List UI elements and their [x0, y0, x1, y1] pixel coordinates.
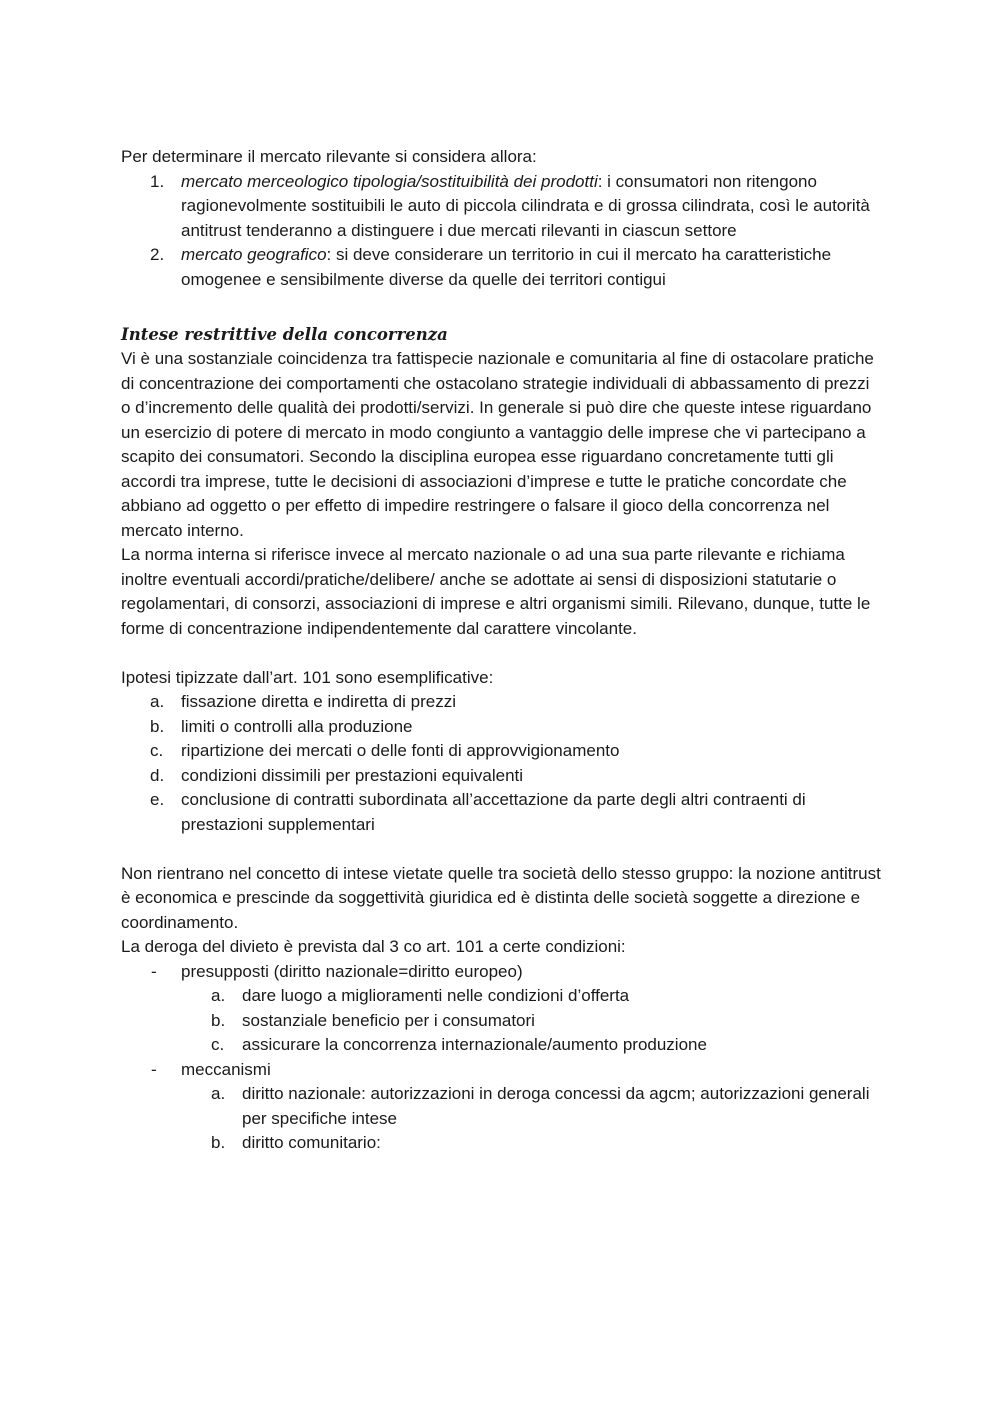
paragraph: Non rientrano nel concetto di intese vietate quelle tra società dello stesso gruppo: la nozione antitrust è economica e prescinde da soggettività giuridica ed è distinta delle società soggette a direzione e coordinamento. — [121, 863, 881, 932]
list-text: limiti o controlli alla produzione — [181, 716, 413, 736]
deroga-intro: La deroga del divieto è prevista dal 3 co art. 101 a certe condizioni: — [121, 937, 626, 956]
list-text: fissazione diretta e indiretta di prezzi — [181, 692, 456, 711]
list-text: assicurare la concorrenza internazionale/aumento produzione — [242, 1035, 707, 1054]
dash-marker: - — [151, 1059, 157, 1079]
list-text: condizioni dissimili per prestazioni equivalenti — [181, 765, 524, 785]
list-marker: c. — [150, 741, 164, 760]
spacer — [121, 641, 881, 666]
list-text: conclusione di contratti subordinata all’accettazione da parte degli altri contraenti di prestazioni supplementari — [181, 790, 806, 834]
list-marker: a. — [211, 986, 226, 1005]
list-item — [121, 715, 881, 740]
list-marker: b. — [150, 716, 165, 736]
list-marker: c. — [211, 1035, 225, 1054]
list-marker: b. — [211, 1133, 226, 1152]
paragraph: La norma interna si riferisce invece al mercato nazionale o ad una sua parte rilevante e richiama inoltre eventuali accordi/pratiche/delibere/ anche se adottate ai sensi di disposizioni statutarie o regolamentari, di consorzi, associazioni di imprese e altri organismi simili. Rilevano, dunque, tutte le forme di concentrazione indipendentemente dal carattere vincolante. — [121, 545, 871, 638]
list-text: sostanziale beneficio per i consumatori — [242, 1010, 535, 1030]
list-text: dare luogo a miglioramenti nelle condizioni d’offerta — [242, 986, 630, 1005]
list-marker: d. — [150, 765, 165, 785]
list-marker: 1. — [150, 171, 165, 191]
list-item — [121, 170, 881, 244]
list-item — [121, 960, 881, 985]
list-marker: b. — [211, 1010, 226, 1030]
document-page — [121, 145, 881, 1156]
list-term: mercato merceologico tipologia/sostituibilità dei prodotti — [181, 171, 598, 191]
list-item — [121, 690, 881, 715]
section-heading: Intese restrittive della concorrenza — [121, 324, 448, 344]
list-item — [121, 1058, 881, 1083]
sub-list-item — [121, 1131, 881, 1156]
spacer — [121, 837, 881, 862]
list-item — [121, 243, 881, 292]
list-text: presupposti (diritto nazionale=diritto europeo) — [181, 961, 523, 981]
list-text: ripartizione dei mercati o delle fonti di approvvigionamento — [181, 741, 620, 760]
sub-list-item — [121, 1009, 881, 1034]
intro-text: Per determinare il mercato rilevante si considera allora: — [121, 147, 537, 166]
sub-list-item — [121, 1033, 881, 1058]
list-text: : i consumatori non ritengono ragionevolmente sostituibili le auto di piccola cilindrata e di grossa cilindrata, così le autorità antitrust tenderanno a distinguere i due mercati rilevanti in ciascun settore — [181, 171, 870, 240]
list-item — [121, 788, 881, 837]
list-term: mercato geografico — [181, 245, 327, 264]
sub-list-item — [121, 1082, 881, 1131]
ipotesi-intro: Ipotesi tipizzate dall’art. 101 sono esemplificative: — [121, 667, 494, 687]
list-text: meccanismi — [181, 1059, 271, 1079]
spacer — [121, 292, 881, 317]
paragraph: Vi è una sostanziale coincidenza tra fattispecie nazionale e comunitaria al fine di ostacolare pratiche di concentrazione dei comportamenti che ostacolano strategie individuali di abbassamento di prezzi o d’incremento delle qualità dei prodotti/servizi. In generale si può dire che queste intese riguardano un esercizio di potere di mercato in modo congiunto a vantaggio delle imprese che vi partecipano a scapito dei consumatori. Secondo la disciplina europea esse riguardano concretamente tutti gli accordi tra imprese, tutte le decisioni di associazioni d’imprese e tutte le pratiche concordate che abbiano ad oggetto o per effetto di impedire restringere o falsare il gioco della concorrenza nel mercato interno. — [121, 349, 874, 540]
list-marker: e. — [150, 790, 165, 809]
list-item — [121, 764, 881, 789]
list-text: diritto nazionale: autorizzazioni in deroga concessi da agcm; autorizzazioni generali per specifiche intese — [242, 1084, 870, 1128]
list-marker: a. — [150, 692, 165, 711]
list-marker: 2. — [150, 245, 165, 264]
sub-list-item — [121, 984, 881, 1009]
list-marker: a. — [211, 1084, 226, 1103]
list-item — [121, 739, 881, 764]
list-text: diritto comunitario: — [242, 1133, 381, 1152]
list-text: : si deve considerare un territorio in cui il mercato ha caratteristiche omogenee e sensibilmente diverse da quelle dei territori contigui — [181, 245, 832, 289]
dash-marker: - — [151, 961, 157, 981]
